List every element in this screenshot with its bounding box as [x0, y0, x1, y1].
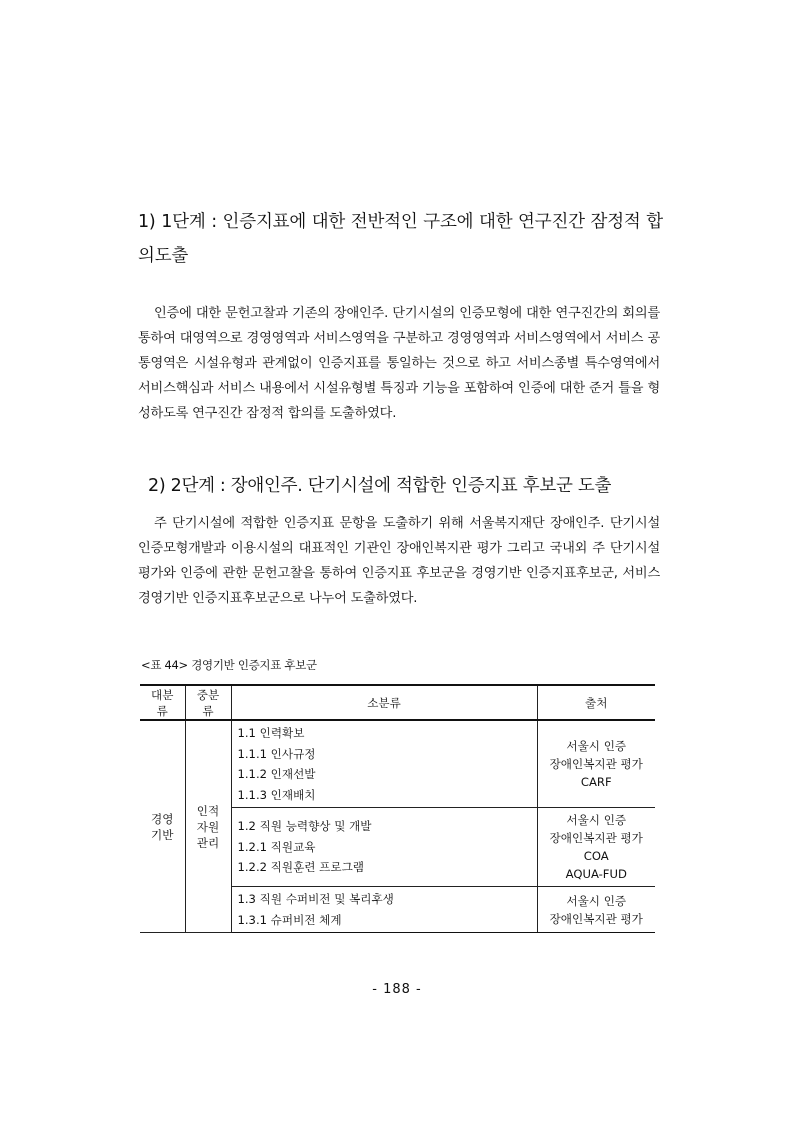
section2-body: 주 단기시설에 적합한 인증지표 문항을 도출하기 위해 서울복지재단 장애인주. 단기시설 인증모형개발과 이용시설의 대표적인 기관인 장애인복지관 평가 그리고 국내외 주 단기시설 평가와 인증에 관한 문헌고찰을 통하여 인증지표 후보군을 경영기반 인증지표후보군, 서비스경영기반 인증지표후보군으로 나누어 도출하였다. — [138, 516, 660, 606]
list-item: 1.2 직원 능력향상 및 개발 — [237, 819, 372, 834]
header-major-category — [140, 685, 185, 720]
source-item: 장애인복지관 평가 — [549, 911, 643, 926]
table-row — [140, 720, 655, 808]
section1-body: 인증에 대한 문헌고찰과 기존의 장애인주. 단기시설의 인증모형에 대한 연구진간의 회의를 통하여 대영역으로 경영영역과 서비스영역을 구분하고 경영영역과 서비스영역에서 서비스 공통영역은 시설유형과 관계없이 인증지표를 통일하는 것으로 하고 서비스종별 특수영역에서 서비스핵심과 서비스 내용에서 시설유형별 특징과 기능을 포함하여 인증에 대한 준거 틀을 형성하도록 연구진간 잠정적 합의를 도출하였다. — [138, 306, 660, 421]
header-major-line2: 류 — [156, 703, 168, 718]
list-item: 1.1.3 인재배치 — [237, 787, 316, 802]
list-item: 1.2.2 직원훈련 프로그램 — [237, 860, 364, 875]
source-item: 장애인복지관 평가 — [549, 757, 643, 771]
header-minor-category: 소분류 — [231, 685, 537, 720]
header-source: 출처 — [537, 685, 655, 720]
source-item: 장애인복지관 평가 — [549, 831, 643, 845]
source-cell — [537, 887, 655, 933]
mid-line1: 인적 — [196, 803, 220, 818]
source-item: 서울시 인증 — [566, 893, 627, 908]
section2-heading: 2) 2단계 : 장애인주. 단기시설에 적합한 인증지표 후보군 도출 — [148, 476, 612, 496]
list-item: 1.3 직원 수퍼비전 및 복리후생 — [237, 892, 394, 906]
minor-category-cell — [231, 720, 537, 808]
header-mid-line2: 류 — [202, 703, 214, 718]
minor-category-cell — [231, 887, 537, 933]
minor-category-cell — [231, 808, 537, 887]
source-cell — [537, 720, 655, 808]
table-caption: <표 44> 경영기반 인증지표 후보군 — [141, 658, 317, 672]
list-item: 1.1.1 인사규정 — [237, 746, 316, 761]
source-item: CARF — [580, 775, 612, 789]
source-item: 서울시 인증 — [566, 813, 627, 827]
mid-category-cell — [185, 720, 231, 933]
mid-line2: 자원 — [196, 819, 220, 834]
header-mid-line1: 중분 — [196, 687, 220, 702]
list-item: 1.3.1 슈퍼비전 체계 — [237, 912, 342, 927]
list-item: 1.2.1 직원교육 — [237, 839, 316, 854]
source-item: COA — [583, 849, 609, 863]
source-item: 서울시 인증 — [566, 739, 627, 753]
list-item: 1.1 인력확보 — [237, 726, 305, 740]
table-header-row — [140, 685, 655, 720]
mid-line3: 관리 — [196, 835, 220, 850]
page-number: - 188 - — [372, 982, 422, 997]
section1-heading: 1) 1단계 : 인증지표에 대한 전반적인 구조에 대한 연구진간 잠정적 합의도출 — [138, 212, 663, 266]
header-major-line1: 대분 — [151, 687, 174, 702]
source-cell — [537, 808, 655, 887]
source-item: AQUA-FUD — [565, 867, 627, 881]
major-category-cell — [140, 720, 185, 933]
major-line2: 기반 — [151, 827, 174, 842]
list-item: 1.1.2 인재선발 — [237, 767, 316, 781]
candidate-indicator-table — [140, 684, 655, 933]
header-mid-category — [185, 685, 231, 720]
major-line1: 경영 — [151, 811, 174, 826]
